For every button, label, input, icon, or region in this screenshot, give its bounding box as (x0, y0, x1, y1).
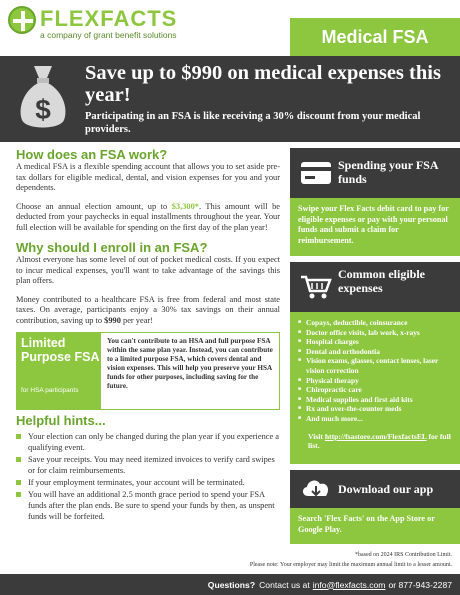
how-paragraph-1: A medical FSA is a flexible spending account that allows you to set aside pre-tax dollars for eligible medical, dental, and vision expenses for you and your dependents. (16, 162, 280, 192)
footer-contact-text: Contact us at (259, 579, 310, 590)
flexfacts-logo-icon (8, 6, 36, 34)
list-item: You will have an additional 2.5 month grace period to spend your FSA funds after the plan ends. Be sure to spend your funds by then, as unspent funds will be forfeited. (16, 489, 280, 522)
how-paragraph-2 (16, 202, 280, 234)
banner-subtitle: Participating in an FSA is like receiving a 30% discount from your medical providers. (85, 111, 421, 135)
election-limit-amount: $3,300* (171, 201, 199, 211)
limited-purpose-text: You can't contribute to an HSA and full purpose FSA within the same plan year. Instead, you can contribute to a limited purpose FSA, which covers dental and vision expenses. This will help you preserve your HSA funds for other purposes, including saving for the future. (107, 337, 273, 390)
main-content (16, 148, 280, 326)
list-item: ■ Vision exams, glasses, contact lenses, laser vision correction (298, 356, 452, 375)
helpful-hints (16, 414, 280, 523)
how-heading: How does an FSA work? (16, 147, 168, 162)
brand-tagline: a company of grant benefit solutions (40, 30, 177, 40)
footnote-limit: *based on 2024 IRS Contribution Limit. (355, 552, 452, 558)
why-p2-text-end: per year! (120, 315, 154, 325)
savings-amount: $990 (104, 315, 121, 325)
hints-heading: Helpful hints... (16, 413, 106, 428)
shopping-cart-icon (300, 274, 332, 300)
list-item: ■ Hospital charges (298, 337, 452, 347)
eligible-list (290, 312, 460, 424)
why-paragraph-2 (16, 295, 280, 327)
footnote-employer: Please note: Your employer may limit the maximum annual limit to a lesser amount. (249, 562, 452, 568)
list-item: ■ Medical supplies and first aid kits (298, 395, 452, 405)
medical-fsa-tag: Medical FSA (290, 18, 460, 56)
visit-suffix: for full list. (308, 431, 451, 451)
list-item: ■ Doctor office visits, lab work, x-rays (298, 328, 452, 338)
footer-phone: or 877-943-2287 (388, 579, 452, 590)
svg-text:$: $ (35, 94, 51, 125)
visit-prefix: Visit (308, 431, 325, 441)
list-item: ■ Dental and orthodontia (298, 347, 452, 357)
app-text: Search 'Flex Facts' on the App Store or Google Play. (298, 514, 435, 534)
brand-name: FLEXFACTS (40, 6, 178, 31)
spending-body (290, 198, 460, 256)
app-heading: Download our app (338, 482, 434, 496)
email-link[interactable]: info@flexfacts.com (312, 579, 386, 590)
eligible-heading: Common eligible expenses (338, 267, 425, 295)
spending-header (290, 148, 460, 198)
eligible-body (290, 312, 460, 464)
cloud-download-icon (300, 476, 332, 502)
spending-heading: Spending your FSA funds (338, 158, 438, 186)
spending-text: Swipe your Flex Facts debit card to pay for eligible expenses or pay with your personal funds and submit a claim for reimbursement. (298, 204, 449, 245)
why-p2-text: Money contributed to a healthcare FSA is free from federal and most state taxes. On average, participants enjoy a 30% tax savings on their annual contribution, saving up to (16, 294, 280, 325)
why-heading: Why should I enroll in an FSA? (16, 240, 208, 255)
list-item: ■ Physical therapy (298, 376, 452, 386)
why-paragraph-1: Almost everyone has some level of out of pocket medical costs. If you expect to incur medical expenses, you'll want to take advantage of the savings this plan offers. (16, 255, 280, 285)
how-p2-text: Choose an annual election amount, up to (16, 201, 172, 211)
list-item: ■ Chiropractic care (298, 385, 452, 395)
banner-title: Save up to $990 on medical expenses this year! (85, 62, 441, 106)
hints-list (16, 431, 280, 522)
list-item: Your election can only be changed during the plan year if you experience a qualifying event. (16, 431, 280, 453)
list-item: If your employment terminates, your account will be terminated. (16, 477, 280, 488)
list-item: ■ Copays, deductible, coinsurance (298, 318, 452, 328)
how-p2-text-end: . This amount will be deducted from your paychecks in equal installments throughout the year. Your full election will be available for spending on the first day of the plan year! (16, 201, 280, 232)
eligible-header (290, 262, 460, 312)
app-header (290, 470, 460, 508)
list-item: ■ And much more... (298, 414, 452, 424)
hero-banner (0, 56, 460, 142)
page-footer (0, 574, 460, 595)
limited-purpose-note: for HSA participants (21, 387, 79, 394)
footer-questions: Questions? (207, 579, 256, 590)
list-item: Save your receipts. You may need itemized invoices to verify card swipes or for claim reimbursements. (16, 454, 280, 476)
money-bag-icon (16, 62, 70, 132)
list-item: ■ Rx and over-the-counter meds (298, 404, 452, 414)
fsastore-link[interactable]: http://fsastore.com/FlexfactsEL (324, 431, 427, 441)
limited-purpose-title: Limited Purpose FSA (21, 336, 100, 364)
visit-text (290, 424, 460, 451)
page-header (0, 0, 460, 56)
credit-card-icon (300, 161, 332, 185)
app-body (290, 508, 460, 544)
limited-purpose-box (16, 332, 280, 410)
limited-purpose-label (17, 333, 101, 409)
